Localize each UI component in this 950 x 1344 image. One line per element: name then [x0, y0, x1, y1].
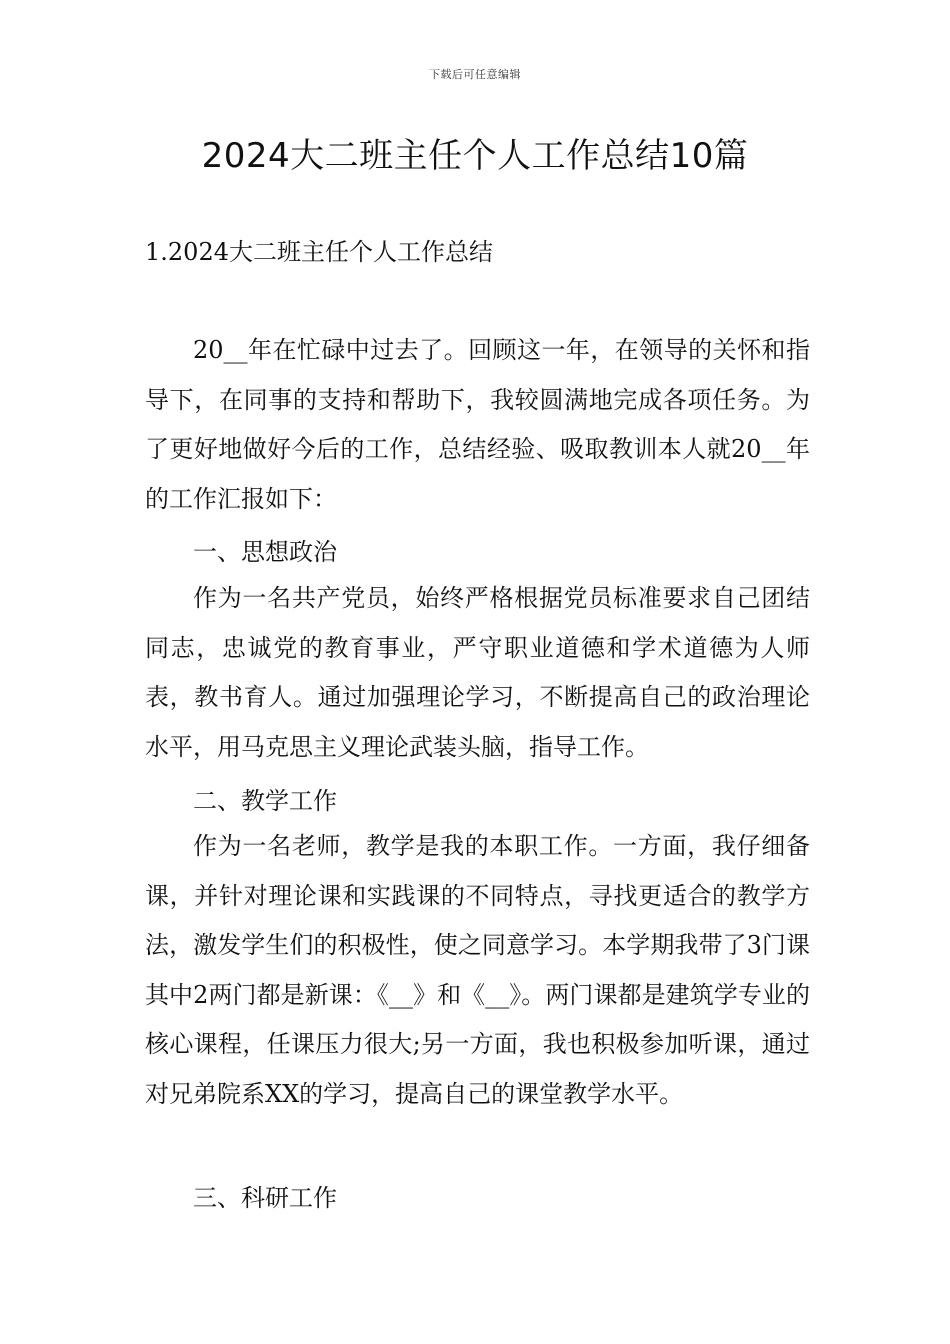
header-note: 下载后可任意编辑 — [429, 68, 521, 81]
heading-teaching: 二、教学工作 — [193, 787, 337, 815]
ideology-paragraph: 作为一名共产党员，始终严格根据党员标准要求自己团结同志，忠诚党的教育事业，严守职业道德和学术道德为人师表，教书育人。通过加强理论学习，不断提高自己的政治理论水平，用马克思主义理论武装头脑，指导工作。 — [145, 584, 810, 761]
teaching-paragraph: 作为一名老师，教学是我的本职工作。一方面，我仔细备课，并针对理论课和实践课的不同特点，寻找更适合的教学方法，激发学生们的积极性，使之同意学习。本学期我带了3门课其中2两门都是新课：《__》和《__》。两门课都是建筑学专业的核心课程，任课压力很大;另一方面，我也积极参加听课，通过对兄弟院系XX的学习，提高自己的课堂教学水平。 — [145, 832, 810, 1108]
heading-ideology: 一、思想政治 — [193, 538, 337, 566]
intro-paragraph: 20__年在忙碌中过去了。回顾这一年，在领导的关怀和指导下，在同事的支持和帮助下，我较圆满地完成各项任务。为了更好地做好今后的工作，总结经验、吸取教训本人就20__年的工作汇报如下： — [145, 336, 810, 513]
heading-research: 三、科研工作 — [193, 1184, 337, 1212]
document-title: 2024大二班主任个人工作总结10篇 — [201, 136, 749, 176]
section-title: 1.2024大二班主任个人工作总结 — [145, 238, 493, 266]
